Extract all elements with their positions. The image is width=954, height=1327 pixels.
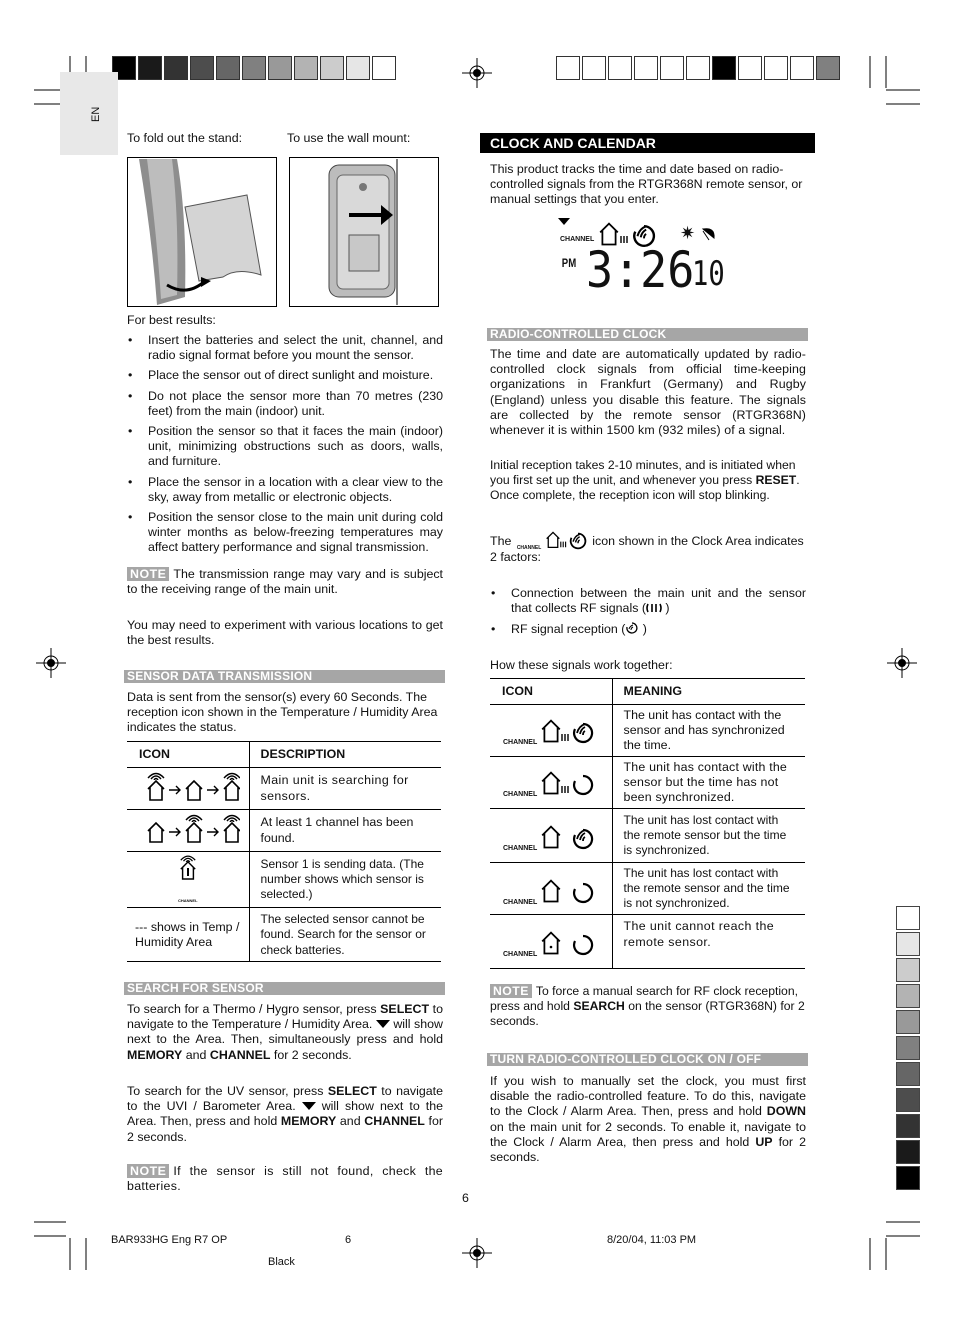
lcd-pm: PM — [561, 256, 577, 270]
footer-file-name: BAR933HG Eng R7 OP — [111, 1234, 228, 1246]
factors-list — [490, 586, 806, 643]
lost-contact-synced-icon — [540, 823, 596, 853]
footer-color: Black — [268, 1256, 295, 1268]
note-badge: NOTE — [127, 1164, 169, 1178]
stand-illustration — [127, 157, 277, 307]
meaning-cell: The unit has contact with the sensor and has synchronized the time. — [612, 705, 805, 757]
list-item: • RF signal reception ( ) — [490, 622, 806, 637]
icon-cell: CHANNEL — [490, 757, 612, 809]
search-sensor-heading: SEARCH FOR SENSOR — [124, 982, 445, 995]
radio-clock-text: The time and date are automatically updated by radio-controlled clock signals from official time-keeping organizations in Frankfurt (Germany) and Rugby (England) unless you disable this feature. The signals are collected by the remote sensor (RTGR368N) whenever it is within 1500 km (932 miles) of a signal. — [490, 347, 806, 438]
desc-cell: At least 1 channel has been found. — [249, 810, 441, 852]
footer-page: 6 — [345, 1234, 352, 1246]
table-row — [127, 908, 441, 962]
turn-rc-clock-text: If you wish to manually set the clock, you must first disable the radio-controlled feature. To do this, navigate to the Clock / Alarm Area. Then, press and hold DOWN on the main unit for 2 seconds. To enable it, navigate to the Clock / Alarm Area, then press and hold UP for 2 seconds. — [490, 1074, 807, 1165]
icon-factors-text: The CHANNEL icon shown in the Clock Area indicates 2 factors: — [490, 530, 808, 565]
sensor-data-text: Data is sent from the sensor(s) every 60 Seconds. The reception icon shown in the Temperature / Humidity Area indicates the status. — [127, 690, 438, 735]
best-results-heading: For best results: — [127, 313, 216, 327]
lcd-time: 3:26 — [586, 241, 695, 299]
lcd-channel-label: CHANNEL — [560, 236, 595, 243]
language-tab — [60, 72, 118, 155]
table-row — [127, 768, 441, 810]
best-results-list — [127, 333, 443, 561]
sensor-status-table — [127, 741, 441, 962]
desc-cell: The selected sensor cannot be found. Search for the sensor or check batteries. — [249, 908, 441, 962]
col-icon-header: ICON — [127, 742, 249, 768]
search-uv-text: To search for the UV sensor, press SELECT to navigate to the UVI / Barometer Area. will show next to the Area. Then, press and hold MEMORY and CHANNEL for 2 seconds. — [127, 1084, 444, 1144]
down-arrow-icon — [558, 218, 570, 226]
search-thermo-text: To search for a Thermo / Hygro sensor, press SELECT to navigate to the Temperature / Humidity Area. will show next to the Area. Then, simultaneously press and hold MEMORY and CHANNEL for 2 seconds. — [127, 1002, 443, 1062]
moon-icon — [700, 226, 716, 242]
signal-reception-icon — [625, 622, 639, 634]
wall-mount-illustration — [289, 157, 439, 307]
footer-date: 8/20/04, 11:03 PM — [607, 1234, 697, 1246]
icon-cell: CHANNEL — [490, 915, 612, 969]
desc-cell: Main unit is searching for sensors. — [249, 768, 441, 810]
radio-clock-heading: RADIO-CONTROLLED CLOCK — [487, 328, 808, 341]
together-text: How these signals work together: — [490, 658, 673, 672]
sun-icon: ✷ — [680, 223, 696, 243]
down-arrow-icon — [376, 1020, 390, 1028]
language-tab-label: EN — [90, 106, 102, 122]
rf-bars-icon — [646, 603, 662, 613]
channel-found-icon — [136, 812, 240, 844]
table-row — [127, 810, 441, 852]
experiment-text: You may need to experiment with various locations to get the best results. — [127, 618, 443, 648]
rf-clock-icon — [545, 530, 589, 550]
list-item: • Place the sensor in a location with a clear view to the sky, away from metallic or electronic objects. — [127, 475, 443, 505]
note-not-found: NOTE If the sensor is still not found, check the batteries. — [127, 1164, 443, 1194]
sending-data-icon — [176, 853, 200, 887]
meaning-cell: The unit has contact with the sensor but the time has not been synchronized. — [612, 757, 805, 809]
wall-mount-caption: To use the wall mount: — [287, 131, 411, 145]
lost-contact-not-synced-icon — [540, 877, 596, 907]
turn-rc-clock-heading: TURN RADIO-CONTROLLED CLOCK ON / OFF — [487, 1053, 808, 1066]
list-item: • Connection between the main unit and the sensor that collects RF signals ( ) — [490, 586, 806, 616]
meaning-cell: The unit has lost contact with the remote sensor and the time is not synchronized. — [612, 863, 805, 915]
col-desc-header: DESCRIPTION — [249, 742, 441, 768]
down-arrow-icon — [302, 1102, 316, 1110]
clock-calendar-heading: CLOCK AND CALENDAR — [480, 133, 815, 153]
rf-clock-icon-inline: CHANNEL — [515, 530, 589, 550]
table-row — [490, 705, 805, 757]
note-manual-search: NOTE To force a manual search for RF clock reception, press and hold SEARCH on the sensor (RTGR368N) for 2 seconds. — [490, 984, 805, 1029]
icon-cell — [127, 768, 249, 810]
initial-reception-text: Initial reception takes 2-10 minutes, and is initiated when you first set up the unit, and whenever you press RESET. Once complete, the reception icon will stop blinking. — [490, 458, 800, 503]
table-row — [490, 915, 805, 969]
searching-icon — [136, 770, 240, 802]
note-transmission: NOTE The transmission range may vary and is subject to the receiving range of the main unit. — [127, 567, 443, 597]
icon-cell: CHANNEL — [490, 809, 612, 863]
meaning-cell: The unit cannot reach the remote sensor. — [612, 915, 805, 969]
icon-cell — [127, 852, 249, 908]
icon-cell: --- shows in Temp / Humidity Area — [127, 908, 249, 962]
contact-not-synced-icon — [540, 769, 596, 799]
note-badge: NOTE — [127, 567, 169, 581]
icon-meaning-table — [490, 678, 805, 969]
lcd-display — [556, 216, 726, 299]
list-item: • Position the sensor close to the main unit during cold winter months as below-freezing temperatures may affect battery performance and signal transmission. — [127, 510, 443, 556]
list-item: • Place the sensor out of direct sunlight and moisture. — [127, 368, 443, 383]
col-icon-header: ICON — [490, 679, 612, 705]
lcd-date: 10 — [692, 254, 725, 294]
table-row — [490, 809, 805, 863]
table-row — [490, 757, 805, 809]
list-item: • Insert the batteries and select the unit, channel, and radio signal format before you mount the sensor. — [127, 333, 443, 363]
note-badge: NOTE — [490, 984, 532, 998]
col-meaning-header: MEANING — [612, 679, 805, 705]
clock-calendar-text: This product tracks the time and date based on radio-controlled signals from the RTGR368N remote sensor, or manual settings that you enter. — [490, 162, 803, 207]
stand-caption: To fold out the stand: — [127, 131, 243, 145]
list-item: • Position the sensor so that it faces the main (indoor) unit, minimizing obstructions such as doors, walls, and furniture. — [127, 424, 443, 470]
synced-contact-icon — [540, 717, 596, 747]
icon-cell: CHANNEL — [490, 863, 612, 915]
page-number: 6 — [462, 1191, 469, 1205]
icon-cell: CHANNEL — [490, 705, 612, 757]
table-row — [490, 863, 805, 915]
channel-label: CHANNEL — [177, 898, 198, 904]
icon-cell — [127, 810, 249, 852]
meaning-cell: The unit has lost contact with the remote sensor but the time is synchronized. — [612, 809, 805, 863]
sensor-data-heading: SENSOR DATA TRANSMISSION — [124, 670, 445, 683]
desc-cell: Sensor 1 is sending data. (The number shows which sensor is selected.) — [249, 852, 441, 908]
cannot-reach-icon — [540, 929, 596, 959]
list-item: • Do not place the sensor more than 70 metres (230 feet) from the main (indoor) unit. — [127, 389, 443, 419]
table-row — [127, 852, 441, 908]
